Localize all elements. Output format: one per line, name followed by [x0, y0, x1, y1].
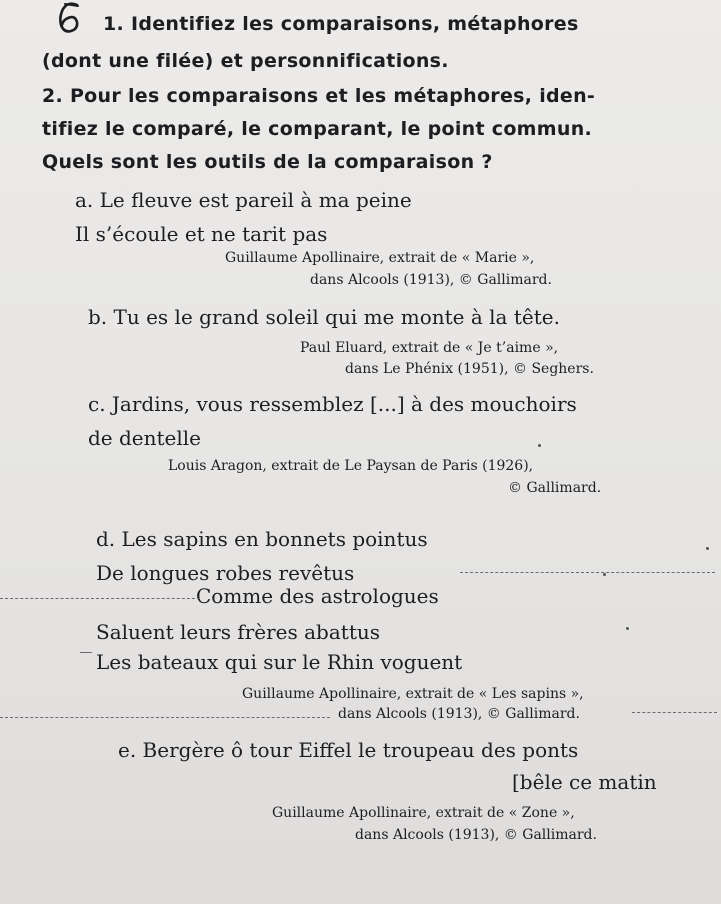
excerpt-c-line-1: c. Jardins, vous ressemblez [...] à des mouchoirs [88, 392, 577, 416]
excerpt-e-line-1: e. Bergère ô tour Eiffel le troupeau des ponts [118, 738, 579, 762]
pencil-dot [538, 444, 541, 447]
question-2-line-1: 2. Pour les comparaisons et les métaphores, iden- [42, 85, 596, 107]
excerpt-a-credit-2: dans Alcools (1913), © Gallimard. [310, 272, 552, 288]
pencil-dash-mark [80, 652, 92, 653]
pencil-dot [626, 627, 629, 630]
excerpt-b-credit-1: Paul Eluard, extrait de « Je t’aime », [300, 340, 559, 356]
question-1-line-1: 1. Identifiez les comparaisons, métaphores [103, 13, 579, 35]
pencil-dot [706, 547, 709, 550]
pencil-dot [603, 573, 606, 576]
excerpt-d-credit-2: dans Alcools (1913), © Gallimard. [338, 706, 580, 722]
excerpt-e-credit-1: Guillaume Apollinaire, extrait de « Zone », [272, 805, 575, 821]
excerpt-d-line-2: De longues robes revêtus [96, 561, 355, 585]
excerpt-d-line-5: Les bateaux qui sur le Rhin voguent [96, 650, 463, 674]
pencil-dash-line [460, 572, 715, 573]
excerpt-e-line-2: [bêle ce matin [512, 770, 657, 794]
excerpt-c-credit-2: © Gallimard. [508, 480, 602, 496]
excerpt-c-credit-1: Louis Aragon, extrait de Le Paysan de Paris (1926), [168, 458, 534, 474]
question-1-line-2: (dont une filée) et personnifications. [42, 50, 449, 72]
question-2-line-2: tifiez le comparé, le comparant, le point commun. [42, 118, 593, 140]
excerpt-b-credit-2: dans Le Phénix (1951), © Seghers. [345, 361, 594, 377]
excerpt-d-line-1: d. Les sapins en bonnets pointus [96, 527, 428, 551]
excerpt-e-credit-2: dans Alcools (1913), © Gallimard. [355, 827, 597, 843]
pencil-dash-line [0, 717, 330, 718]
pencil-dash-line [632, 712, 717, 713]
exercise-number-logo [56, 1, 82, 35]
excerpt-d-line-3: Comme des astrologues [196, 584, 439, 608]
excerpt-a-line-1: a. Le fleuve est pareil à ma peine [75, 188, 412, 212]
pencil-dash-line [0, 598, 200, 599]
excerpt-a-line-2: Il s’écoule et ne tarit pas [75, 222, 328, 246]
excerpt-d-credit-1: Guillaume Apollinaire, extrait de « Les sapins », [242, 686, 584, 702]
excerpt-c-line-2: de dentelle [88, 426, 202, 450]
excerpt-a-credit-1: Guillaume Apollinaire, extrait de « Marie », [225, 250, 535, 266]
excerpt-d-line-4: Saluent leurs frères abattus [96, 620, 380, 644]
excerpt-b-line-1: b. Tu es le grand soleil qui me monte à la tête. [88, 305, 560, 329]
question-2-line-3: Quels sont les outils de la comparaison ? [42, 151, 493, 173]
